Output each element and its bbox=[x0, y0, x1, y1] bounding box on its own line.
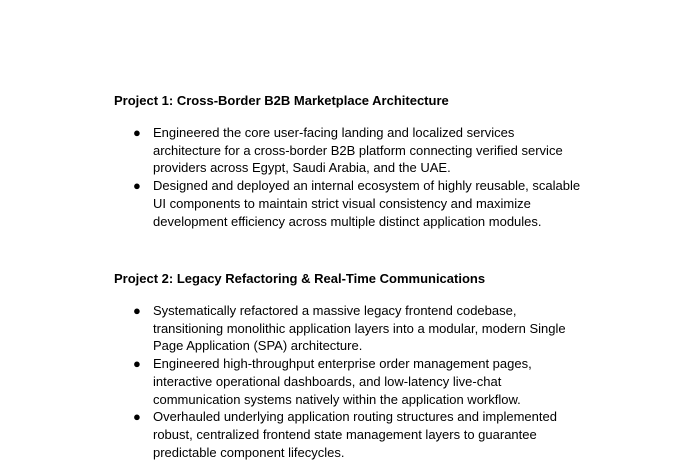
bullet-list bbox=[114, 302, 584, 461]
bullet-list bbox=[114, 124, 584, 230]
project-title: Project 2: Legacy Refactoring & Real-Time Communications bbox=[114, 271, 486, 286]
list-item bbox=[114, 302, 584, 355]
bullet-icon: ● bbox=[133, 125, 141, 140]
list-item bbox=[114, 408, 584, 461]
project-section-2 bbox=[114, 271, 584, 460]
list-item-text: Designed and deployed an internal ecosystem of highly reusable, scalable UI components to maintain strict visual consistency and maximize development efficiency across multiple distinct application modules. bbox=[153, 178, 581, 229]
list-item bbox=[114, 177, 584, 230]
project-title: Project 1: Cross-Border B2B Marketplace Architecture bbox=[114, 93, 449, 108]
bullet-icon: ● bbox=[133, 356, 141, 372]
list-item-text: Engineered high-throughput enterprise order management pages, interactive operational dashboards, and low-latency live-chat communication systems natively within the application workflow. bbox=[153, 356, 532, 407]
list-item bbox=[114, 124, 584, 177]
list-item-text: Overhauled underlying application routing structures and implemented robust, centralized frontend state management layers to guarantee predictable component lifecycles. bbox=[153, 409, 557, 460]
list-item-text: Systematically refactored a massive legacy frontend codebase, transitioning monolithic application layers into a modular, modern Single Page Application (SPA) architecture. bbox=[153, 303, 566, 354]
bullet-icon: ● bbox=[133, 303, 141, 318]
list-item bbox=[114, 355, 584, 408]
list-item-text: Engineered the core user-facing landing and localized services architecture for a cross-border B2B platform connecting verified service providers across Egypt, Saudi Arabia, and the UAE. bbox=[153, 125, 563, 176]
project-section-1 bbox=[114, 93, 584, 229]
bullet-icon: ● bbox=[133, 409, 141, 425]
bullet-icon: ● bbox=[133, 178, 141, 194]
